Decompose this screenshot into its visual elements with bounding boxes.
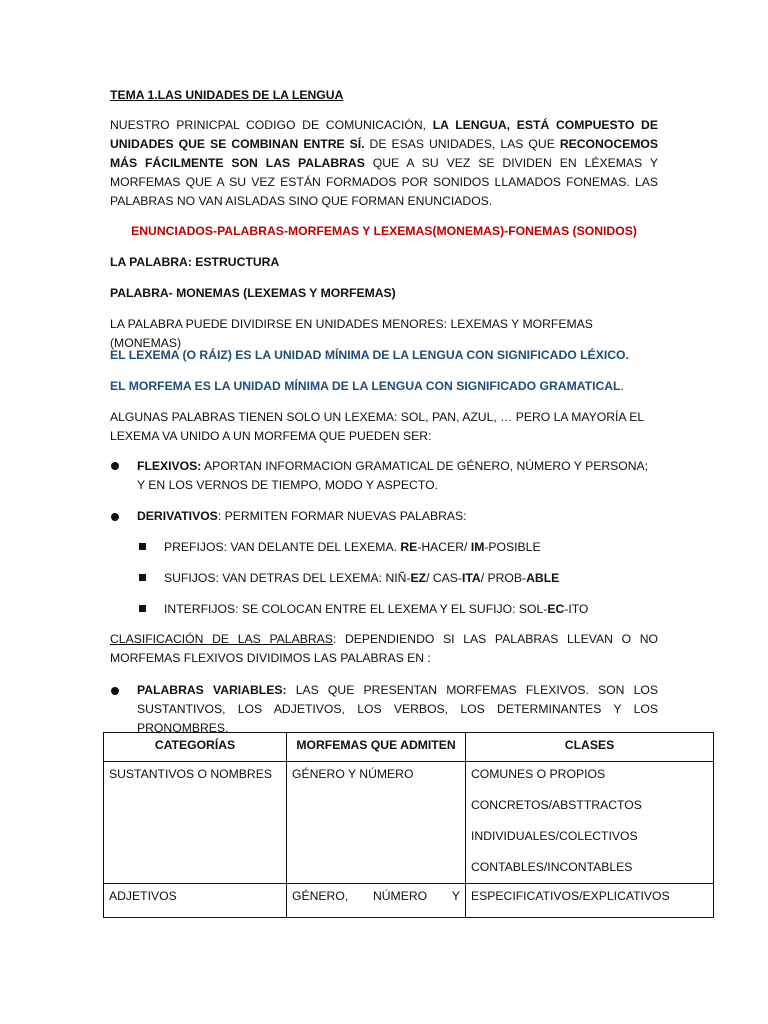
sufijos-text: / PROB- [480, 571, 527, 585]
prefijos-text: PREFIJOS: VAN DELANTE DEL LEXEMA. [164, 540, 401, 554]
table-header: CLASES [466, 733, 714, 762]
interfijos-example: EC [547, 602, 565, 616]
flexivos-label: FLEXIVOS: [137, 459, 202, 473]
clasificacion-paragraph [110, 630, 658, 668]
morfema-word: Y [451, 889, 460, 903]
prefijos-example: RE [400, 540, 418, 554]
intro-c: DE ESAS UNIDADES, LAS QUE [364, 137, 560, 151]
intro-b: LA LENGUA, ESTÁ COMPUESTO DE UNIDADES QUE SE COMBINAN ENTRE SÍ. [110, 118, 658, 151]
table-cell-morfemas: GÉNERO Y NÚMERO [287, 762, 466, 884]
sufijos-example: EZ [410, 571, 427, 585]
derivativos-text: : PERMITEN FORMAR NUEVAS PALABRAS: [217, 509, 467, 523]
interfijos-text: INTERFIJOS: SE COLOCAN ENTRE EL LEXEMA Y EL SUFIJO: SOL- [164, 602, 548, 616]
heading-estructura: LA PALABRA: ESTRUCTURA [110, 255, 280, 269]
sufijos-example: ITA [461, 571, 481, 585]
clase-item: ESPECIFICATIVOS/EXPLICATIVOS [471, 889, 670, 903]
clasificacion-text: : DEPENDIENDO SI LAS PALABRAS LLEVAN O NO MORFEMAS FLEXIVOS DIVIDIMOS LAS PALABRAS EN : [110, 632, 659, 665]
list-item-prefijos [164, 538, 658, 557]
clase-item: INDIVIDUALES/COLECTIVOS [471, 829, 638, 843]
document-title: TEMA 1.LAS UNIDADES DE LA LENGUA [110, 88, 344, 102]
list-item-interfijos [164, 600, 658, 619]
hierarchy-line: ENUNCIADOS-PALABRAS-MORFEMAS Y LEXEMAS(MONEMAS)-FONEMAS (SONIDOS) [131, 224, 637, 238]
list-item-flexivos [137, 457, 658, 495]
prefijos-text: -POSIBLE [484, 540, 541, 554]
def-morfema: EL MORFEMA ES LA UNIDAD MÍNIMA DE LA LENGUA CON SIGNIFICADO GRAMATICAL [110, 379, 621, 393]
sufijos-text: SUFIJOS: VAN DETRAS DEL LEXEMA: NIÑ- [164, 571, 411, 585]
variables-label: PALABRAS VARIABLES: [137, 683, 287, 697]
algunas-paragraph: ALGUNAS PALABRAS TIENEN SOLO UN LEXEMA: SOL, PAN, AZUL, … PERO LA MAYORÍA EL LEXEMA VA UNIDO A UN MORFEMA QUE PUEDEN SER: [110, 410, 644, 443]
intro-a: NUESTRO PRINICPAL CODIGO DE COMUNICACIÓN, [110, 118, 433, 132]
prefijos-example: IM [470, 540, 485, 554]
intro-e: QUE A SU VEZ SE DIVIDEN EN LÉXEMAS Y MORFEMAS QUE A SU VEZ ESTÁN FORMADOS POR SONIDOS LLAMADOS FONEMAS. LAS PALABRAS NO VAN AISLADAS SINO QUE FORMAN ENUNCIADOS. [110, 156, 658, 208]
bullet-square-icon [137, 569, 149, 581]
table-cell-categoria: ADJETIVOS [104, 884, 287, 918]
table-header: MORFEMAS QUE ADMITEN [287, 733, 466, 762]
list-item-derivativos [137, 507, 658, 526]
def-morfema-end: . [620, 379, 624, 393]
sufijos-example: ABLE [526, 571, 560, 585]
table-cell-morfemas [287, 884, 466, 918]
def-morfema-paragraph [110, 377, 658, 396]
table-row [104, 884, 714, 918]
table-cell-clases [466, 884, 714, 918]
variables-text: LAS QUE PRESENTAN MORFEMAS FLEXIVOS. SON LOS SUSTANTIVOS, LOS ADJETIVOS, LOS VERBOS, LOS DETERMINANTES Y LOS PRONOMBRES. [137, 683, 658, 735]
table-header: CATEGORÍAS [104, 733, 287, 762]
morfema-word: GÉNERO, [292, 889, 349, 903]
list-item-sufijos [164, 569, 658, 588]
list-item-variables [137, 681, 658, 738]
table-cell-categoria: SUSTANTIVOS O NOMBRES [104, 762, 287, 884]
prefijos-text: -HACER/ [417, 540, 471, 554]
bullet-dot-icon [110, 510, 122, 522]
clasificacion-label: CLASIFICACIÓN DE LAS PALABRAS [110, 632, 333, 646]
flexivos-text: APORTAN INFORMACION GRAMATICAL DE GÉNERO, NÚMERO Y PERSONA; Y EN LOS VERNOS DE TIEMPO, MODO Y ASPECTO. [137, 459, 649, 492]
intro-paragraph [110, 116, 658, 211]
bullet-square-icon [137, 600, 149, 612]
sufijos-text: / CAS- [426, 571, 462, 585]
derivativos-label: DERIVATIVOS [137, 509, 218, 523]
table-cell-clases [466, 762, 714, 884]
division-paragraph: LA PALABRA PUEDE DIVIDIRSE EN UNIDADES MENORES: LEXEMAS Y MORFEMAS (MONEMAS) [110, 317, 593, 350]
table-row [104, 762, 714, 884]
def-lexema: EL LEXEMA (O RÁIZ) ES LA UNIDAD MÍNIMA DE LA LENGUA CON SIGNIFICADO LÉXICO. [110, 348, 629, 362]
categories-table [103, 732, 714, 918]
bullet-dot-icon [110, 684, 122, 696]
bullet-square-icon [137, 538, 149, 550]
table-header-row [104, 733, 714, 762]
clase-item: CONTABLES/INCONTABLES [471, 860, 633, 874]
heading-monemas: PALABRA- MONEMAS (LEXEMAS Y MORFEMAS) [110, 286, 396, 300]
interfijos-text: -ITO [564, 602, 589, 616]
clase-item: CONCRETOS/ABSTTRACTOS [471, 798, 642, 812]
clase-item: COMUNES O PROPIOS [471, 767, 606, 781]
intro-d: RECONOCEMOS MÁS FÁCILMENTE SON LAS PALABRAS [110, 137, 659, 170]
bullet-dot-icon [110, 459, 122, 471]
morfema-word: NÚMERO [372, 889, 428, 903]
